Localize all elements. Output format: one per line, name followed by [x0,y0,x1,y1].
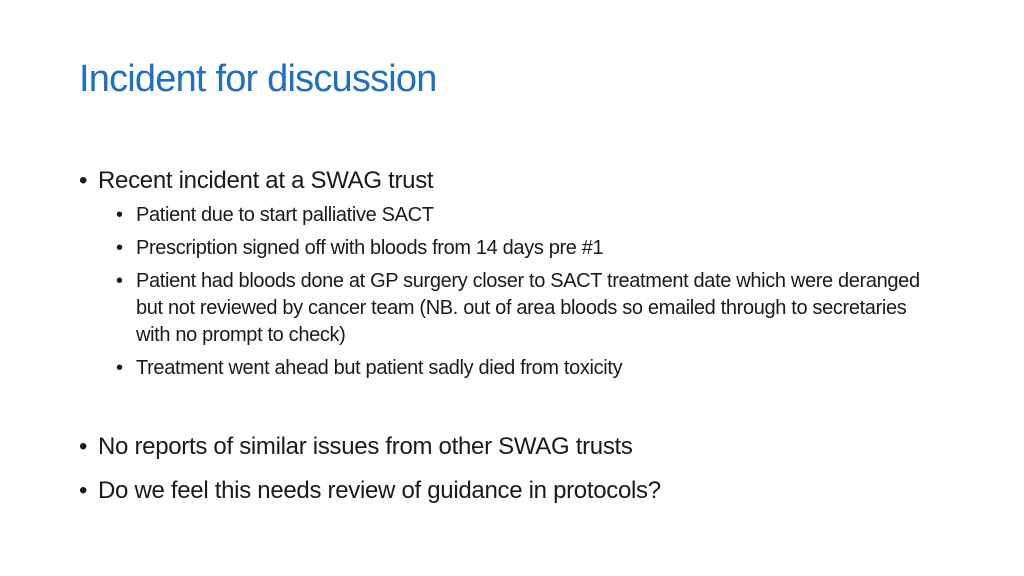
spacer [79,382,959,424]
sub-bullet-item: • Prescription signed off with bloods from 14 days pre #1 [116,235,936,262]
sub-bullet-item: • Patient due to start palliative SACT [116,202,936,229]
bullet-item: • No reports of similar issues from other SWAG trusts [79,432,959,462]
sub-bullet-item: • Treatment went ahead but patient sadly died from toxicity [116,355,936,382]
bullet-list [79,166,959,506]
sub-bullet-item: • Patient had bloods done at GP surgery closer to SACT treatment date which were deranged but not reviewed by cancer team (NB. out of area bloods so emailed through to secretaries with no prompt to check) [116,268,936,349]
bullet-item: • Do we feel this needs review of guidance in protocols? [79,476,959,506]
slide-title: Incident for discussion [79,58,437,100]
sub-bullet-list [98,202,959,382]
bullet-text: Recent incident at a SWAG trust [98,167,434,194]
bullet-item [79,166,959,382]
slide-body [79,152,959,506]
